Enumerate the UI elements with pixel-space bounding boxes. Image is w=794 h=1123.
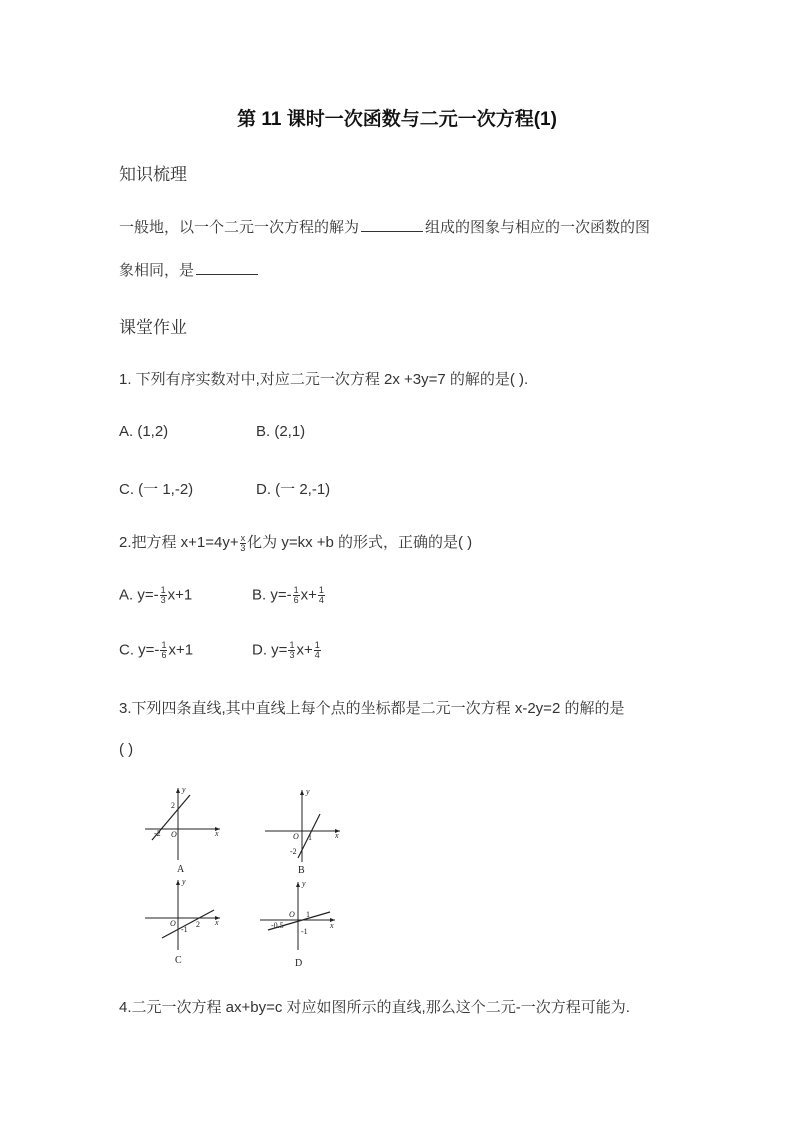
question-1-option-d[interactable]: D. (一 2,-1) xyxy=(256,481,331,498)
origin-label: O xyxy=(171,830,177,839)
question-2-option-c[interactable]: C. y=- $\frac{1}{6}$ x+1 xyxy=(119,640,194,660)
graph-b[interactable] xyxy=(265,787,340,876)
question-3-stem: 3.下列四条直线,其中直线上每个点的坐标都是二元一次方程 x-2y=2 的解的是 xyxy=(119,700,625,717)
knowledge-line-2 xyxy=(119,259,260,280)
origin-label: O xyxy=(289,910,295,919)
fraction: $\frac{1}{6}$ xyxy=(293,585,299,605)
question-1-stem: 1. 下列有序实数对中,对应二元一次方程 2x +3y=7 的解的是( ). xyxy=(119,371,529,388)
graph-d[interactable] xyxy=(260,879,335,969)
question-2-option-a[interactable]: A. y=- $\frac{1}{3}$ x+1 xyxy=(119,585,193,605)
origin-label: O xyxy=(293,832,299,841)
fraction: $\frac{1}{4}$ xyxy=(314,640,320,660)
knowledge-text: 组成的图象与相应的一次函数的图 xyxy=(425,219,651,236)
tick-label: -2 xyxy=(154,829,161,838)
graph-label: C xyxy=(175,955,182,966)
axis-y-label: y xyxy=(306,787,310,796)
question-1-option-b[interactable]: B. (2,1) xyxy=(256,423,306,440)
origin-label: O xyxy=(170,919,176,928)
graph-label: D xyxy=(295,958,303,969)
graph-c[interactable] xyxy=(145,877,220,966)
question-2-text: 化为 y=kx +b 的形式，正确的是( ) xyxy=(247,534,473,551)
tick-label: 2 xyxy=(171,801,175,810)
question-4-stem: 4.二元一次方程 ax+by=c 对应如图所示的直线,那么这个二元-一次方程可能为. xyxy=(119,999,630,1016)
answer-blank[interactable] xyxy=(361,219,423,232)
fraction: $\frac{1}{4}$ xyxy=(318,585,324,605)
graph-a[interactable] xyxy=(145,785,220,875)
section-heading-knowledge: 知识梳理 xyxy=(119,165,187,184)
question-1-option-c[interactable]: C. (一 1,-2) xyxy=(119,481,194,498)
axis-x-label: x xyxy=(215,829,219,838)
axis-y-label: y xyxy=(182,785,186,794)
axis-x-label: x xyxy=(330,921,334,930)
axis-x-label: x xyxy=(335,831,339,840)
tick-label: 1 xyxy=(306,910,310,919)
knowledge-line-1 xyxy=(119,216,650,237)
graph-label: B xyxy=(298,865,305,876)
tick-label: 1 xyxy=(308,833,312,842)
axis-y-label: y xyxy=(182,877,186,886)
question-2-option-b[interactable]: B. y=- $\frac{1}{6}$ x+ $\frac{1}{4}$ xyxy=(252,585,324,605)
fraction: $\frac{1}{3}$ xyxy=(289,640,295,660)
axis-y-label: y xyxy=(302,879,306,888)
fraction: $\frac{x}{3}$ xyxy=(240,532,246,553)
tick-label: -1 xyxy=(301,927,308,936)
axis-x-label: x xyxy=(215,918,219,927)
tick-label: 2 xyxy=(196,920,200,929)
question-1-option-a[interactable]: A. (1,2) xyxy=(119,423,169,440)
fraction: $\frac{1}{6}$ xyxy=(161,640,167,660)
knowledge-text: 一般地，以一个二元一次方程的解为 xyxy=(119,219,360,236)
graph-label: A xyxy=(177,864,185,875)
fraction: $\frac{1}{3}$ xyxy=(160,585,166,605)
answer-blank[interactable] xyxy=(196,262,258,275)
question-3-graphs xyxy=(130,780,370,975)
knowledge-text: 象相同，是 xyxy=(119,262,195,279)
question-2-option-d[interactable]: D. y= $\frac{1}{3}$ x+ $\frac{1}{4}$ xyxy=(252,640,320,660)
question-2-text: 2.把方程 x+1=4y+ xyxy=(119,534,239,551)
tick-label: -0.5 xyxy=(271,921,284,930)
tick-label: -2 xyxy=(290,847,297,856)
section-heading-classwork: 课堂作业 xyxy=(119,318,187,337)
page-title: 第 11 课时一次函数与二元一次方程(1) xyxy=(237,109,557,130)
tick-label: -1 xyxy=(181,925,188,934)
question-3-paren: ( ) xyxy=(119,741,134,758)
question-2-stem xyxy=(119,531,472,553)
